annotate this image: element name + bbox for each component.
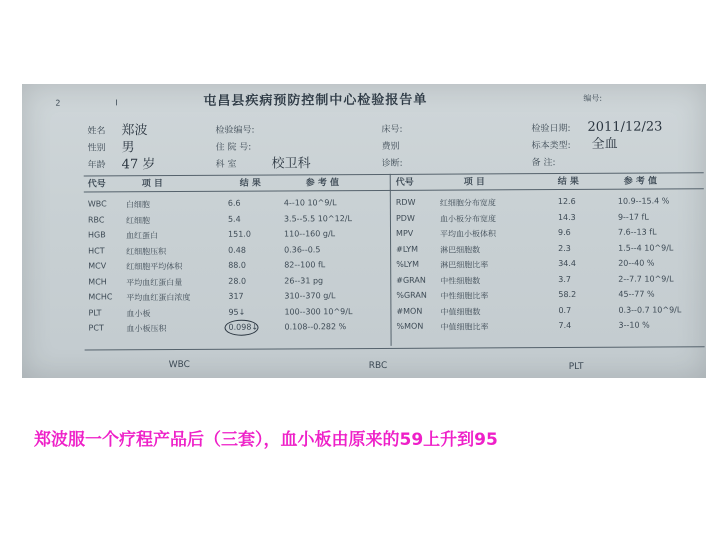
row-code: HCT (88, 245, 105, 255)
department-value: 校卫科 (271, 156, 311, 172)
row-item: 中性细胞比率 (440, 291, 489, 301)
row-item: 血红蛋白 (126, 231, 159, 241)
diagnosis-label: 诊断: (381, 158, 403, 169)
row-item: 血小板压积 (126, 324, 167, 334)
hospital-number-label: 住 院 号: (215, 142, 252, 153)
sex-value: 男 (121, 140, 135, 156)
row-reference: 45--77 % (618, 289, 655, 299)
row-result: 28.0 (228, 276, 247, 286)
row-reference: 9--17 fL (617, 212, 649, 222)
row-reference: 20--40 % (618, 258, 655, 268)
row-item: 红细胞 (125, 215, 150, 225)
row-result: 88.0 (228, 260, 247, 270)
row-item: 淋巴细胞数 (440, 244, 481, 255)
lab-report (43, 84, 704, 373)
row-item: 平均血红蛋白浓度 (126, 292, 191, 303)
name-label: 姓名 (87, 126, 106, 137)
row-code: %MON (396, 321, 424, 331)
table-top-rule (84, 172, 704, 176)
header-reference-2: 参 考 值 (623, 176, 658, 187)
row-result: 0.098↓ (228, 322, 259, 332)
row-code: RDW (395, 197, 416, 207)
handwritten-circle-mark (224, 320, 258, 336)
row-code: #GRAN (396, 275, 426, 285)
fee-label: 费别 (381, 141, 400, 152)
row-code: #LYM (396, 244, 419, 254)
row-reference: 3--10 % (618, 320, 650, 330)
row-reference: 4--10 10^9/L (283, 198, 337, 208)
row-item: 红细胞平均体积 (126, 262, 183, 272)
report-number-label: 编号: (583, 93, 603, 103)
row-code: MCV (88, 261, 107, 271)
row-item: 白细胞 (125, 200, 150, 210)
row-result: 95↓ (228, 307, 246, 317)
row-reference: 3.5--5.5 10^12/L (283, 213, 352, 223)
row-item: 中性细胞数 (440, 275, 481, 286)
row-result: 151.0 (228, 229, 251, 239)
row-reference: 110--160 g/L (284, 229, 336, 239)
row-code: PDW (395, 213, 415, 223)
name-value: 郑波 (121, 123, 148, 139)
remark-label: 备 注: (531, 158, 556, 169)
row-item: 血小板 (126, 308, 151, 318)
row-reference: 0.108--0.282 % (284, 322, 347, 332)
row-result: 6.6 (227, 198, 241, 208)
age-value: 47 岁 (121, 157, 156, 173)
row-item: 血小板分布宽度 (439, 213, 496, 224)
age-label: 年龄 (87, 160, 106, 171)
row-result: 58.2 (558, 289, 577, 300)
row-code: #MON (396, 306, 423, 316)
row-code: PCT (88, 323, 104, 333)
row-result: 14.3 (557, 212, 576, 222)
row-reference: 2--7.7 10^9/L (618, 273, 674, 284)
report-title: 屯昌县疾病预防控制中心检验报告单 (203, 92, 428, 109)
row-code: WBC (87, 199, 107, 209)
row-code: RBC (87, 214, 105, 224)
sample-type-value: 全血 (591, 136, 618, 152)
slide-caption: 郑波服一个疗程产品后（三套），血小板由原来的59上升到95 (34, 430, 498, 450)
row-result: 0.48 (228, 245, 246, 255)
header-code: 代号 (87, 179, 106, 190)
header-result-2: 结 果 (557, 176, 579, 188)
row-item: 中值细胞比率 (440, 322, 489, 332)
date-value: 2011/12/23 (587, 119, 663, 135)
header-code-2: 代号 (395, 177, 414, 188)
sample-type-label: 标本类型: (531, 140, 571, 152)
header-reference: 参 考 值 (305, 178, 340, 189)
corner-mark: 2 (55, 98, 61, 108)
header-item-2: 项 目 (463, 177, 485, 188)
row-code: PLT (88, 307, 102, 317)
row-result: 3.7 (558, 274, 572, 284)
row-result: 5.4 (227, 214, 241, 224)
table-column-divider (390, 174, 392, 346)
footer-plt-label: PLT (568, 361, 584, 372)
row-code: %LYM (396, 259, 420, 269)
row-result: 7.4 (558, 320, 572, 331)
row-reference: 7.6--13 fL (617, 227, 657, 237)
report-photo (22, 84, 706, 378)
row-result: 0.7 (558, 305, 572, 315)
department-label: 科 室 (215, 159, 237, 170)
row-reference: 26--31 pg (284, 275, 324, 285)
row-item: 红细胞分布宽度 (439, 198, 496, 208)
corner-mark-2: I (115, 98, 118, 108)
row-result: 12.6 (557, 196, 576, 207)
row-code: MPV (395, 228, 414, 238)
row-result: 34.4 (558, 258, 577, 269)
row-code: MCH (88, 276, 107, 286)
right-table (395, 196, 704, 332)
row-code: MCHC (88, 292, 113, 302)
row-item: 中值细胞数 (440, 306, 481, 317)
row-result: 317 (228, 291, 244, 301)
row-item: 平均血小板体积 (440, 229, 497, 239)
footer-wbc-label: WBC (168, 359, 190, 371)
row-reference: 0.36--0.5 (284, 244, 321, 254)
row-reference: 0.3--0.7 10^9/L (618, 304, 682, 315)
row-result: 2.3 (558, 243, 571, 253)
header-item: 项 目 (141, 179, 163, 190)
footer-rbc-label: RBC (368, 360, 388, 372)
header-result: 结 果 (239, 178, 261, 189)
date-label: 检验日期: (531, 123, 571, 135)
row-code: HGB (88, 230, 106, 240)
row-reference: 10.9--15.4 % (617, 196, 670, 206)
sex-label: 性别 (87, 143, 106, 154)
row-item: 红细胞压积 (126, 246, 167, 256)
row-item: 平均血红蛋白量 (126, 277, 183, 287)
left-table (87, 198, 388, 334)
row-reference: 1.5--4 10^9/L (618, 242, 674, 253)
row-reference: 82--100 fL (284, 260, 326, 270)
test-number-label: 检验编号: (215, 125, 255, 136)
row-item: 淋巴细胞比率 (440, 260, 489, 270)
row-reference: 310--370 g/L (284, 291, 336, 301)
row-result: 9.6 (557, 227, 571, 238)
row-reference: 100--300 10^9/L (284, 306, 353, 316)
bed-label: 床号: (381, 124, 403, 135)
table-header-rule (84, 188, 704, 192)
table-bottom-rule (85, 346, 705, 350)
row-code: %GRAN (396, 290, 427, 300)
